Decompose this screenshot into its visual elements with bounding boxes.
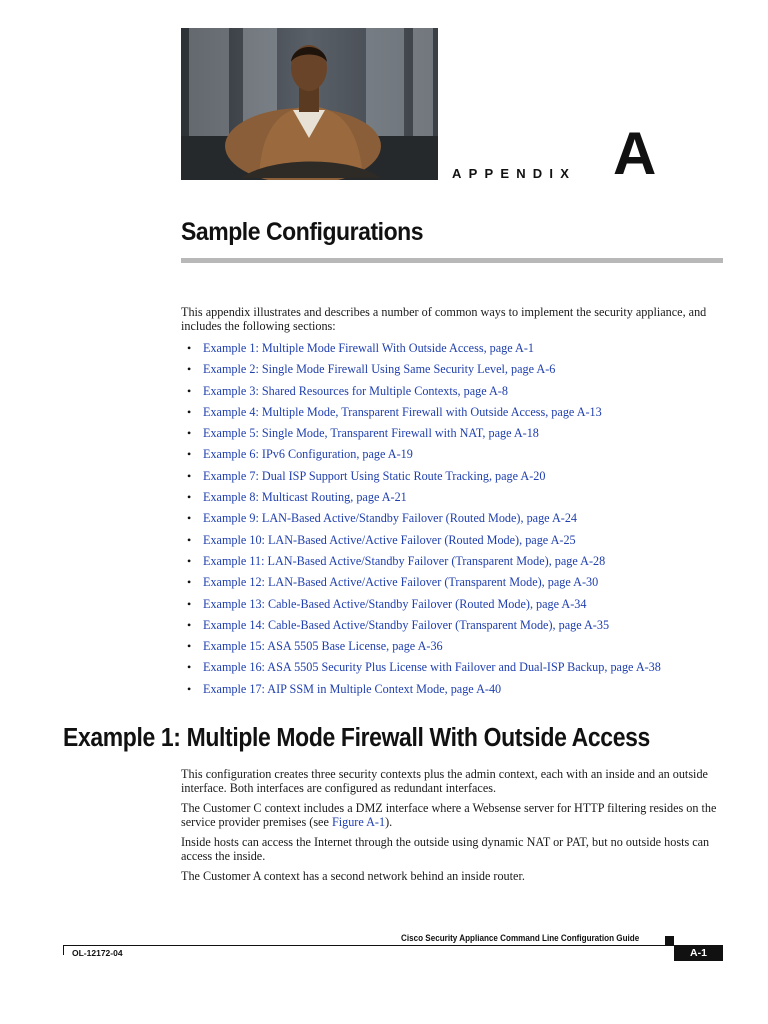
toc-item <box>181 490 741 511</box>
toc-link[interactable]: Example 12: LAN-Based Active/Active Failover (Transparent Mode), page A-30 <box>203 575 599 590</box>
toc-item <box>181 618 741 639</box>
bullet-icon: • <box>187 575 192 590</box>
body-text-span: The Customer C context includes a DMZ interface where a Websense server for HTTP filtering resides on the service provider premises (see <box>181 801 717 829</box>
bullet-icon: • <box>187 639 192 654</box>
toc-link[interactable]: Example 10: LAN-Based Active/Active Failover (Routed Mode), page A-25 <box>203 532 576 547</box>
chapter-title: Sample Configurations <box>181 218 424 246</box>
bullet-icon: • <box>187 362 192 377</box>
toc-link[interactable]: Example 15: ASA 5505 Base License, page A-36 <box>203 639 443 654</box>
toc-item <box>181 575 741 596</box>
footer-doc-number: OL-12172-04 <box>72 948 123 958</box>
toc-item <box>181 554 741 575</box>
bullet-icon: • <box>187 447 192 462</box>
toc-list <box>181 341 741 703</box>
body-paragraph: Inside hosts can access the Internet through the outside using dynamic NAT or PAT, but no outside hosts can access the inside. <box>181 835 710 863</box>
toc-item <box>181 660 741 681</box>
bullet-icon: • <box>187 468 192 483</box>
toc-item <box>181 405 741 426</box>
appendix-letter: A <box>613 120 657 187</box>
section-heading: Example 1: Multiple Mode Firewall With Outside Access <box>63 724 650 752</box>
toc-item <box>181 682 741 703</box>
toc-link[interactable]: Example 4: Multiple Mode, Transparent Firewall with Outside Access, page A-13 <box>203 404 602 419</box>
toc-link[interactable]: Example 7: Dual ISP Support Using Static Route Tracking, page A-20 <box>203 468 546 483</box>
toc-link[interactable]: Example 1: Multiple Mode Firewall With Outside Access, page A-1 <box>203 341 534 355</box>
footer-tick <box>63 945 64 955</box>
footer-guide-title: Cisco Security Appliance Command Line Configuration Guide <box>401 933 640 943</box>
intro-paragraph: This appendix illustrates and describes a number of common ways to implement the security appliance, and includes the following sections: <box>181 305 707 333</box>
bullet-icon: • <box>187 660 192 675</box>
toc-item <box>181 639 741 660</box>
section-body <box>181 767 726 889</box>
bullet-icon: • <box>187 532 192 547</box>
bullet-icon: • <box>187 681 192 696</box>
toc-link[interactable]: Example 5: Single Mode, Transparent Firewall with NAT, page A-18 <box>203 426 539 441</box>
toc-link[interactable]: Example 11: LAN-Based Active/Standby Failover (Transparent Mode), page A-28 <box>203 553 606 568</box>
bullet-icon: • <box>187 426 192 441</box>
bullet-icon: • <box>187 617 192 632</box>
body-paragraph <box>181 801 726 829</box>
footer-marker <box>665 936 674 945</box>
bullet-icon: • <box>187 404 192 419</box>
page-number-badge: A-1 <box>674 946 723 961</box>
bullet-icon: • <box>187 490 192 505</box>
bullet-icon: • <box>187 341 192 355</box>
figure-link[interactable]: Figure A-1 <box>331 815 386 829</box>
footer-rule <box>63 945 723 946</box>
toc-item <box>181 341 741 362</box>
toc-item <box>181 447 741 468</box>
toc-link[interactable]: Example 13: Cable-Based Active/Standby Failover (Routed Mode), page A-34 <box>203 596 587 611</box>
toc-item <box>181 469 741 490</box>
toc-item <box>181 362 741 383</box>
bullet-icon: • <box>187 553 192 568</box>
toc-link[interactable]: Example 16: ASA 5505 Security Plus License with Failover and Dual-ISP Backup, page A-38 <box>203 660 661 675</box>
bullet-icon: • <box>187 596 192 611</box>
toc-item <box>181 384 741 405</box>
bullet-icon: • <box>187 511 192 526</box>
toc-link[interactable]: Example 6: IPv6 Configuration, page A-19 <box>203 447 413 462</box>
toc-item <box>181 511 741 532</box>
toc-item <box>181 533 741 554</box>
title-rule <box>181 258 723 263</box>
body-paragraph: The Customer A context has a second network behind an inside router. <box>181 869 525 883</box>
toc-link[interactable]: Example 3: Shared Resources for Multiple Contexts, page A-8 <box>203 383 508 398</box>
appendix-label: APPENDIX <box>452 166 577 181</box>
toc-link[interactable]: Example 2: Single Mode Firewall Using Same Security Level, page A-6 <box>203 362 556 377</box>
bullet-icon: • <box>187 383 192 398</box>
toc-link[interactable]: Example 14: Cable-Based Active/Standby Failover (Transparent Mode), page A-35 <box>203 617 610 632</box>
toc-link[interactable]: Example 17: AIP SSM in Multiple Context Mode, page A-40 <box>203 681 502 696</box>
person-seated-photo <box>181 28 438 180</box>
toc-link[interactable]: Example 9: LAN-Based Active/Standby Failover (Routed Mode), page A-24 <box>203 511 578 526</box>
toc-link[interactable]: Example 8: Multicast Routing, page A-21 <box>203 490 407 505</box>
toc-item <box>181 426 741 447</box>
body-text-span: ). <box>385 815 393 829</box>
toc-item <box>181 597 741 618</box>
body-paragraph: This configuration creates three security contexts plus the admin context, each with an inside and an outside interface. Both interfaces are configured as redundant interfaces. <box>181 767 708 795</box>
